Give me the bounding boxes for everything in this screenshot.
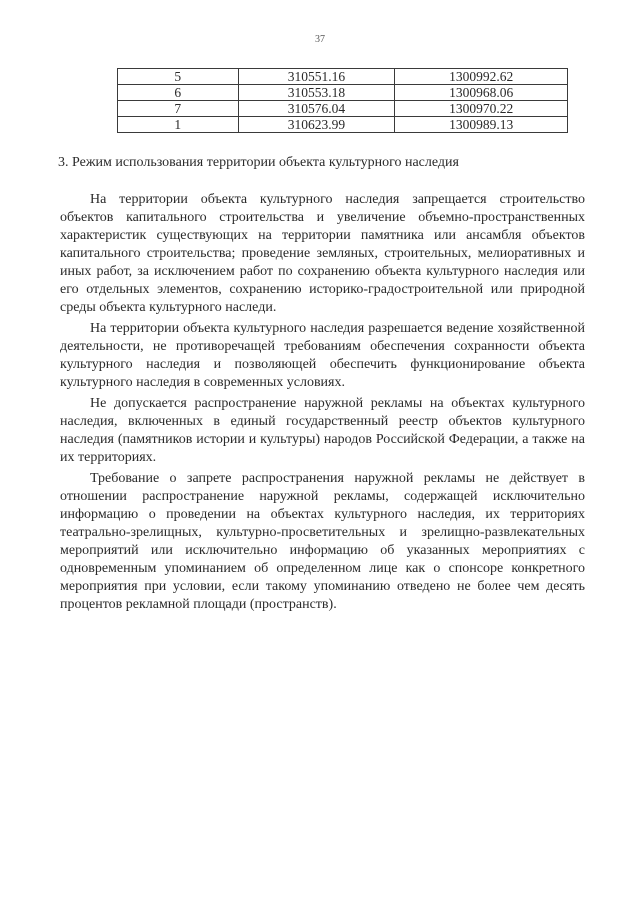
page-number: 37 bbox=[315, 34, 325, 45]
x-coordinate-cell: 310576.04 bbox=[238, 101, 395, 117]
point-number-cell: 5 bbox=[118, 69, 239, 85]
paragraph-advertising-exception: Требование о запрете распространения наружной рекламы не действует в отношении распространение наружной рекламы, содержащей исключительно информацию о проведении на объектах культурного наследия, их территориях театрально-зрелищных, культурно-просветительных и зрелищно-развлекательных мероприятий или исключительно информацию об указанных мероприятиях с одновременным упоминанием об определенном лице как о спонсоре конкретного мероприятия при условии, если такому упоминанию отведено не более чем десять процентов рекламной площади (пространств). bbox=[60, 471, 585, 612]
y-coordinate-cell: 1300989.13 bbox=[395, 117, 568, 133]
point-number-cell: 6 bbox=[118, 85, 239, 101]
point-number-cell: 1 bbox=[118, 117, 239, 133]
y-coordinate-cell: 1300970.22 bbox=[395, 101, 568, 117]
point-number-cell: 7 bbox=[118, 101, 239, 117]
paragraph-permitted-activity: На территории объекта культурного наследия разрешается ведение хозяйственной деятельности, не противоречащей требованиям обеспечения сохранности объекта культурного наследия и позволяющей обеспечить функционирование объекта культурного наследия в современных условиях. bbox=[60, 321, 585, 390]
table-row bbox=[118, 85, 568, 101]
paragraph-advertising-ban: Не допускается распространение наружной рекламы на объектах культурного наследия, включенных в единый государственный реестр объектов культурного наследия (памятников истории и культуры) народов Российской Федерации, а также на их территориях. bbox=[60, 396, 585, 465]
x-coordinate-cell: 310553.18 bbox=[238, 85, 395, 101]
coordinates-table bbox=[117, 68, 568, 133]
y-coordinate-cell: 1300968.06 bbox=[395, 85, 568, 101]
table-row bbox=[118, 69, 568, 85]
y-coordinate-cell: 1300992.62 bbox=[395, 69, 568, 85]
table-row bbox=[118, 117, 568, 133]
x-coordinate-cell: 310623.99 bbox=[238, 117, 395, 133]
x-coordinate-cell: 310551.16 bbox=[238, 69, 395, 85]
section-body bbox=[60, 191, 585, 617]
paragraph-construction-ban: На территории объекта культурного наследия запрещается строительство объектов капитального строительства и увеличение объемно-пространственных характеристик существующих на территории памятника или ансамбля объектов капитального строительства; проведение земляных, строительных, мелиоративных и иных работ, за исключением работ по сохранению объекта культурного наследия или его отдельных элементов, сохранению историко-градостроительной или природной среды объекта культурного наследи. bbox=[60, 192, 585, 315]
table-row bbox=[118, 101, 568, 117]
section-title: 3. Режим использования территории объекта культурного наследия bbox=[58, 155, 459, 170]
